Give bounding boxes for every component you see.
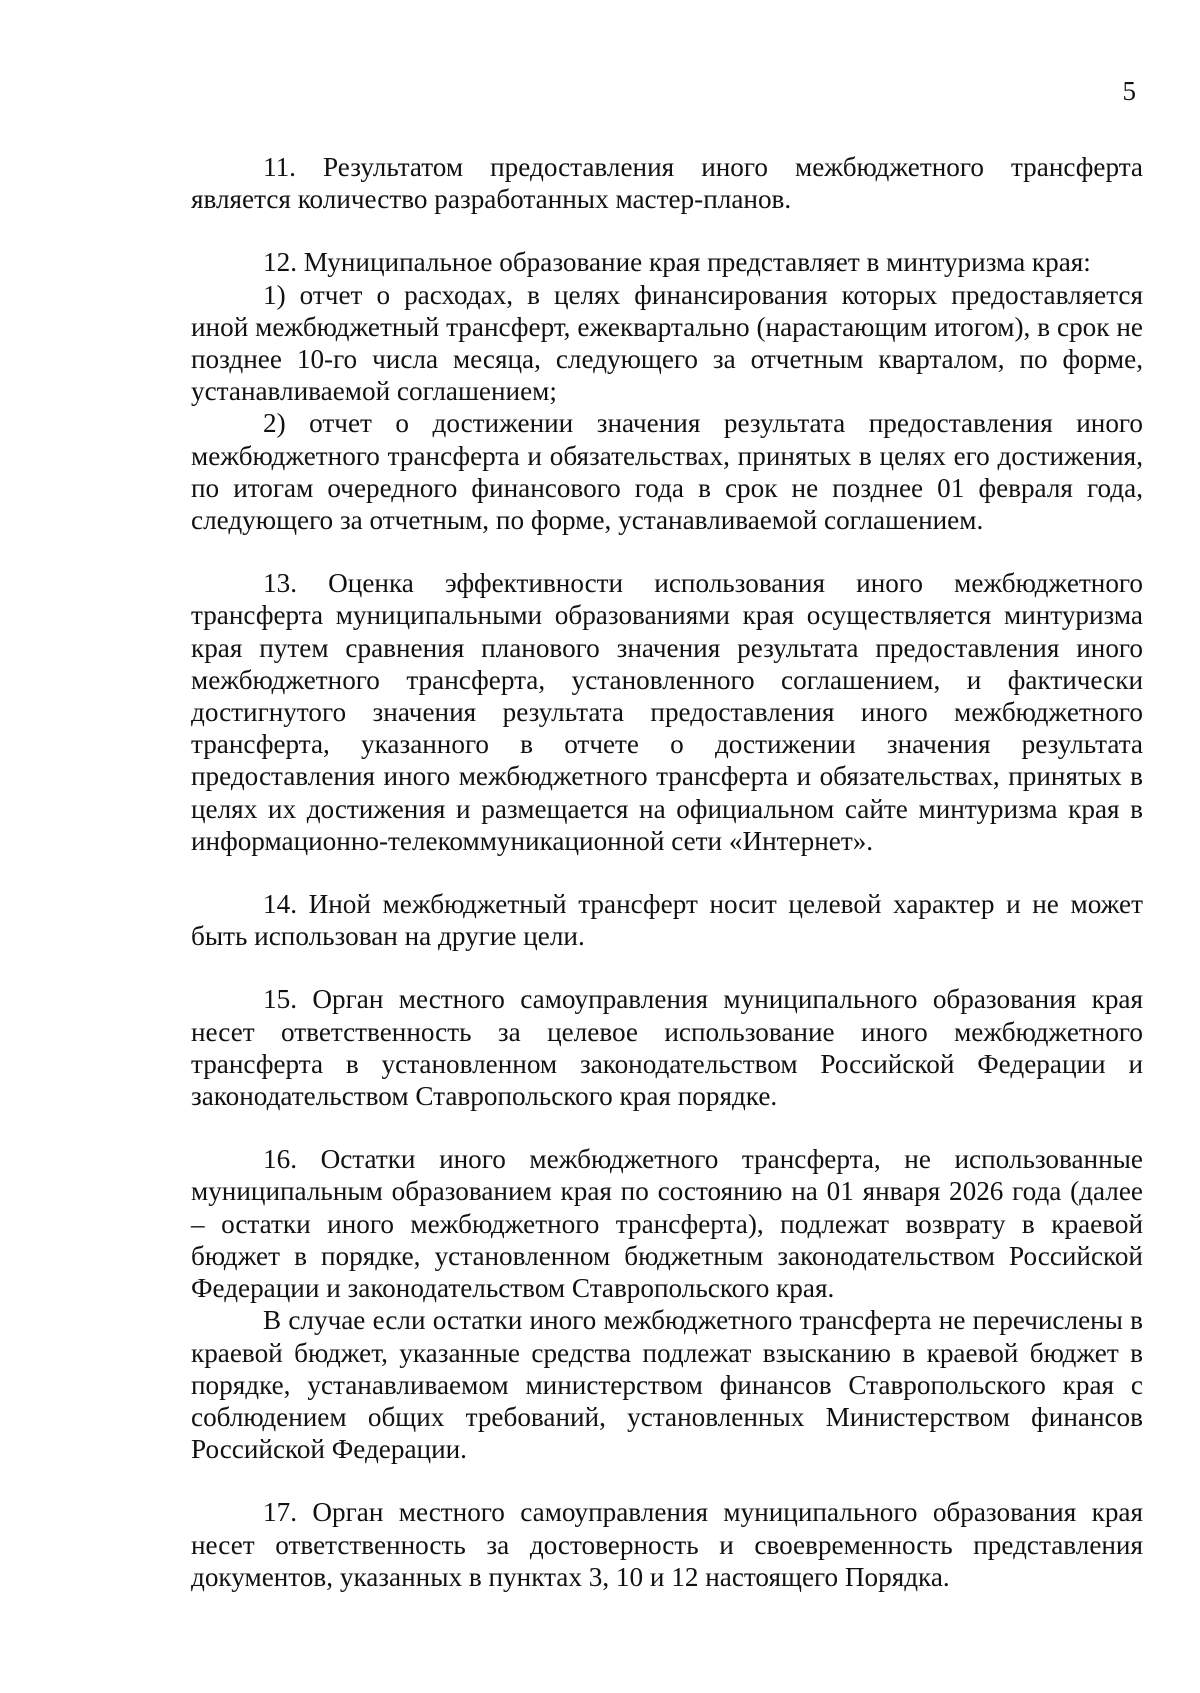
paragraph-spacer [191,952,1143,983]
paragraph-spacer [191,536,1143,567]
paragraph-spacer [191,1465,1143,1496]
paragraph-14: 14. Иной межбюджетный трансферт носит целевой характер и не может быть использован на другие цели. [191,889,1143,952]
paragraph-spacer [191,1112,1143,1143]
paragraph-12-item-1: 1) отчет о расходах, в целях финансирования которых предоставляется иной межбюджетный трансферт, ежеквартально (нарастающим итогом), в срок не позднее 10-го числа месяца, следующего за отчетным кварталом, по форме, устанавливаемой соглашением; [191,279,1143,407]
paragraph-12-intro: 12. Муниципальное образование края представляет в минтуризма края: [263,247,1091,278]
paragraph-13: 13. Оценка эффективности использования иного межбюджетного трансферта муниципальными образованиями края осуществляется минтуризма края путем сравнения планового значения результата предоставления иного межбюджетного трансферта, установленного соглашением, и фактически достигнутого значения результата предоставления иного межбюджетного трансферта, указанного в отчете о достижении значения результата предоставления иного межбюджетного трансферта и обязательствах, принятых в целях их достижения и размещается на официальном сайте минтуризма края в информационно-телекоммуникационной сети «Интернет». [191,568,1143,856]
page-number: 5 [1122,76,1136,106]
paragraph-12-item-2: 2) отчет о достижении значения результата предоставления иного межбюджетного трансферта и обязательствах, принятых в целях его достижения, по итогам очередного финансового года в срок не позднее 01 февраля года, следующего за отчетным, по форме, устанавливаемой соглашением. [191,408,1143,536]
paragraph-16-continuation: В случае если остатки иного межбюджетного трансферта не перечислены в краевой бюджет, указанные средства подлежат взысканию в краевой бюджет в порядке, устанавливаемом министерством финансов Ставропольского края с соблюдением общих требований, установленных Министерством финансов Российской Федерации. [191,1305,1143,1465]
paragraph-11: 11. Результатом предоставления иного межбюджетного трансферта является количество разработанных мастер-планов. [191,152,1143,215]
document-body [191,151,1143,1593]
paragraph-15: 15. Орган местного самоуправления муниципального образования края несет ответственность за целевое использование иного межбюджетного трансферта в установленном законодательством Российской Федерации и законодательством Ставропольского края порядке. [191,984,1143,1112]
paragraph-17: 17. Орган местного самоуправления муниципального образования края несет ответственность за достоверность и своевременность представления документов, указанных в пунктах 3, 10 и 12 настоящего Порядка. [191,1497,1143,1592]
paragraph-16: 16. Остатки иного межбюджетного трансферта, не использованные муниципальным образованием края по состоянию на 01 января 2026 года (далее – остатки иного межбюджетного трансферта), подлежат возврату в краевой бюджет в порядке, установленном бюджетным законодательством Российской Федерации и законодательством Ставропольского края. [191,1144,1143,1304]
paragraph-spacer [191,215,1143,246]
paragraph-spacer [191,857,1143,888]
